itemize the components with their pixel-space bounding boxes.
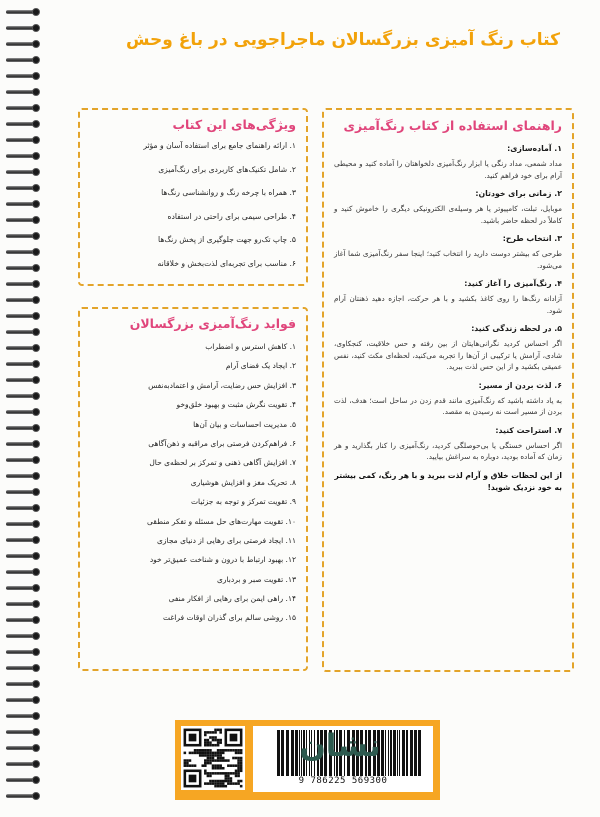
spiral-coil <box>2 616 40 624</box>
list-item: ۱۱. ایجاد فرصتی برای رهایی از دنیای مجازی <box>157 535 296 545</box>
publisher-logo: نشان <box>299 728 381 764</box>
spiral-coil <box>2 152 40 160</box>
spiral-coil <box>2 792 40 800</box>
step-title: ۲. زمانی برای خودتان: <box>475 189 562 198</box>
spiral-coil <box>2 472 40 480</box>
list-item: ۴. تقویت نگرش مثبت و بهبود خلق‌وخو <box>176 400 296 410</box>
list-item: ۱. ارائه راهنمای جامع برای استفاده آسان و مؤثر <box>143 141 296 150</box>
qr-code-icon <box>181 726 245 790</box>
spiral-coil <box>2 24 40 32</box>
isbn-number: 9 786225 569300 <box>298 776 388 786</box>
spiral-coil <box>2 264 40 272</box>
step-title: ۶. لذت بردن از مسیر: <box>478 380 562 390</box>
benefits-list <box>90 341 296 623</box>
features-box <box>78 108 308 286</box>
qr-code-graphic <box>181 726 245 790</box>
step-text: موبایل، تبلت، کامپیوتر یا هر وسیله‌ی الکترونیکی دیگری را خاموش کنید و کاملاً در لحظه حاضر باشید. <box>334 204 562 225</box>
spiral-coil <box>2 184 40 192</box>
list-item: ۱۴. راهی ایمن برای رهایی از افکار منفی <box>168 594 296 604</box>
spiral-coil <box>2 168 40 176</box>
spiral-coil <box>2 760 40 768</box>
spiral-coil <box>2 216 40 224</box>
list-item: ۸. تحریک مغز و افزایش هوشیاری <box>190 477 296 487</box>
features-list <box>90 140 296 270</box>
list-item: ۵. مدیریت احساسات و بیان آن‌ها <box>193 419 296 429</box>
spiral-binding <box>0 8 42 808</box>
list-item: ۱۵. روشی سالم برای گذران اوقات فراغت <box>162 613 296 623</box>
guide-step <box>334 278 562 316</box>
spiral-coil <box>2 88 40 96</box>
list-item: ۵. چاپ تک‌رو جهت جلوگیری از پخش رنگ‌ها <box>158 235 296 244</box>
spiral-coil <box>2 696 40 704</box>
list-item: ۲. شامل تکنیک‌های کاربردی برای رنگ‌آمیزی <box>158 164 296 174</box>
spiral-coil <box>2 408 40 416</box>
list-item: ۱. کاهش استرس و اضطراب <box>205 342 296 351</box>
step-text: مداد شمعی، مداد رنگی یا ابزار رنگ‌آمیزی دلخواهتان را آماده کنید و محیطی آرام برای خود فراهم کنید. <box>334 159 562 180</box>
spiral-coil <box>2 8 40 16</box>
guide-step <box>334 323 562 373</box>
step-title: ۴. رنگ‌آمیزی را آغاز کنید: <box>464 279 562 288</box>
usage-guide-box <box>322 108 574 672</box>
benefits-heading: فواید رنگ‌آمیزی بزرگسالان <box>129 316 296 331</box>
spiral-coil <box>2 424 40 432</box>
spiral-coil <box>2 584 40 592</box>
list-item: ۶. مناسب برای تجربه‌ای لذت‌بخش و خلاقانه <box>157 258 296 268</box>
publisher-panel <box>175 720 440 800</box>
list-item: ۷. افزایش آگاهی ذهنی و تمرکز بر لحظه‌ی حال <box>149 458 296 468</box>
spiral-coil <box>2 744 40 752</box>
step-title: ۵. در لحظه زندگی کنید: <box>471 324 562 333</box>
guide-step <box>334 143 562 181</box>
guide-closing: از این لحظات خلاق و آرام لذت ببرید و با هر رنگ، کمی بیشتر به خود نزدیک شوید! <box>334 470 562 492</box>
spiral-coil <box>2 296 40 304</box>
list-item: ۴. طراحی سیمی برای راحتی در استفاده <box>167 211 296 221</box>
spiral-coil <box>2 248 40 256</box>
spiral-coil <box>2 520 40 528</box>
spiral-coil <box>2 648 40 656</box>
spiral-coil <box>2 392 40 400</box>
list-item: ۲. ایجاد یک فضای آرام <box>225 361 296 371</box>
step-title: ۳. انتخاب طرح: <box>502 234 562 243</box>
spiral-coil <box>2 120 40 128</box>
spiral-coil <box>2 344 40 352</box>
spiral-coil <box>2 376 40 384</box>
spiral-coil <box>2 40 40 48</box>
spiral-coil <box>2 360 40 368</box>
step-text: آزادانه رنگ‌ها را روی کاغذ بکشید و با هر حرکت، اجازه دهید ذهنتان آرام شود. <box>334 294 562 315</box>
spiral-coil <box>2 552 40 560</box>
guide-step <box>334 233 562 271</box>
spiral-coil <box>2 600 40 608</box>
list-item: ۹. تقویت تمرکز و توجه به جزئیات <box>190 497 296 507</box>
spiral-coil <box>2 536 40 544</box>
spiral-coil <box>2 664 40 672</box>
step-title: ۱. آماده‌سازی: <box>507 144 562 153</box>
spiral-coil <box>2 328 40 336</box>
spiral-coil <box>2 136 40 144</box>
spiral-coil <box>2 456 40 464</box>
spiral-coil <box>2 440 40 448</box>
features-heading: ویژگی‌های این کتاب <box>172 117 296 132</box>
list-item: ۱۲. بهبود ارتباط با درون و شناخت عمیق‌تر خود <box>149 555 296 565</box>
spiral-coil <box>2 232 40 240</box>
spiral-coil <box>2 504 40 512</box>
spiral-coil <box>2 104 40 112</box>
spiral-coil <box>2 56 40 64</box>
guide-step <box>334 380 562 418</box>
list-item: ۱۳. تقویت صبر و بردباری <box>216 574 296 584</box>
benefits-box <box>78 307 308 671</box>
spiral-coil <box>2 488 40 496</box>
spiral-coil <box>2 632 40 640</box>
guide-step <box>334 188 562 226</box>
step-text: به یاد داشته باشید که رنگ‌آمیزی مانند قدم زدن در ساحل است؛ هدف، لذت بردن از مسیر است نه رسیدن به مقصد. <box>334 395 562 416</box>
spiral-coil <box>2 776 40 784</box>
step-title: ۷. استراحت کنید: <box>495 425 562 435</box>
list-item: ۳. همراه با چرخه رنگ و روانشناسی رنگ‌ها <box>161 188 296 197</box>
spiral-coil <box>2 312 40 320</box>
guide-step <box>334 425 562 463</box>
spiral-coil <box>2 712 40 720</box>
step-text: طرحی که بیشتر دوست دارید را انتخاب کنید؛ اینجا سفر رنگ‌آمیزی شما آغاز می‌شود. <box>334 249 562 270</box>
spiral-coil <box>2 72 40 80</box>
list-item: ۳. افزایش حس رضایت، آرامش و اعتماد‌به‌نفس <box>148 380 296 390</box>
spiral-coil <box>2 680 40 688</box>
step-text: اگر احساس خستگی یا بی‌حوصلگی کردید، رنگ‌آمیزی را کنار بگذارید و هر زمان که آماده بودید، دوباره به سراغش بیایید. <box>334 440 562 461</box>
spiral-coil <box>2 568 40 576</box>
guide-heading: راهنمای استفاده از کتاب رنگ‌آمیزی <box>343 118 562 133</box>
list-item: ۶. فراهم‌کردن فرصتی برای مراقبه و ذهن‌آگاهی <box>148 438 296 448</box>
list-item: ۱۰. تقویت مهارت‌های حل مسئله و تفکر منطقی <box>147 516 296 526</box>
spiral-coil <box>2 200 40 208</box>
step-text: اگر احساس کردید نگرانی‌هایتان از بین رفته و حس خلاقیت، کنجکاوی، شادی، آرامش یا ترکیبی از آن‌ها را تجربه می‌کنید، لحظه‌ای مکث کنید، نفس عمیقی بکشید و از این حس لذت ببرید. <box>334 339 562 371</box>
spiral-coil <box>2 280 40 288</box>
page-title: کتاب رنگ آمیزی بزرگسالان ماجراجویی در باغ وحش <box>125 30 560 50</box>
spiral-coil <box>2 728 40 736</box>
